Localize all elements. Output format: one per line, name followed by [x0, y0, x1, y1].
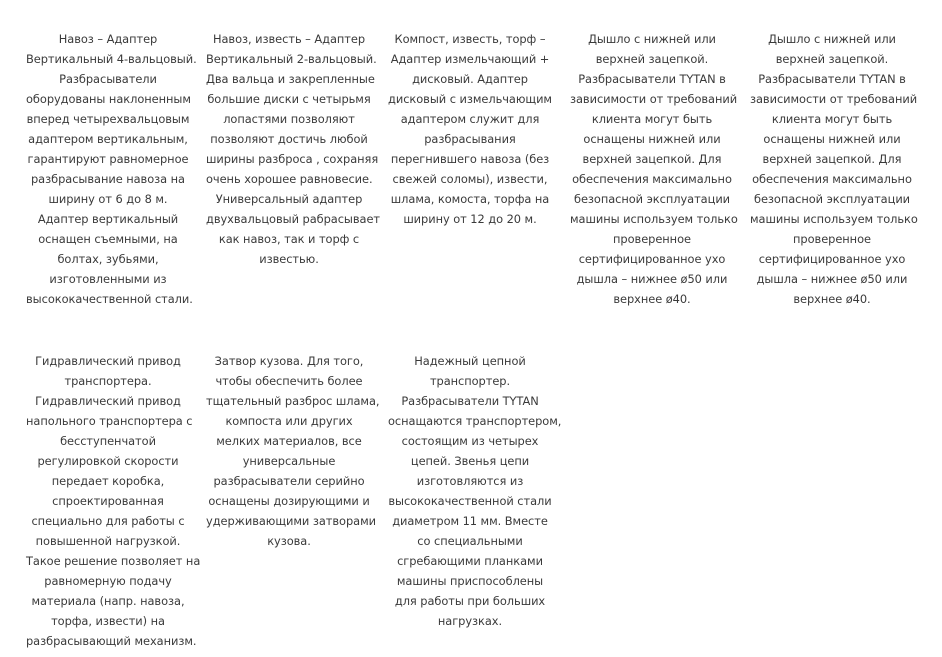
card-text-line: машины приспособлены [396, 574, 544, 588]
card-text-line: Вертикальный 2-вальцовый. [206, 52, 377, 66]
card-text-line: Адаптер измельчающий + [390, 52, 550, 66]
card-text-line: Адаптер вертикальный [37, 212, 179, 226]
card-text-line: обеспечения максимально [752, 172, 912, 186]
card-text-line: изготовляются из [416, 474, 524, 488]
card-text-line: универсальные [242, 454, 336, 468]
card-text-line: напольного транспортера с [26, 414, 193, 428]
card-text-line: спроектированная [52, 494, 164, 508]
card-text-line: специально для работы с [31, 514, 185, 528]
card-text-line: диаметром 11 мм. Вместе [392, 514, 548, 528]
card-text-line: верхней зацепкой. [595, 52, 709, 66]
card-text-line: оборудованы наклоненным [26, 92, 191, 106]
card-text-line: компоста или других [225, 414, 353, 428]
card-text-line: изготовленными из [49, 272, 167, 286]
card-text-line: гарантируют равномерное [27, 152, 189, 166]
card-text-line: двухвальцовый рабрасывает [206, 212, 380, 226]
card-text-line: Навоз – Адаптер [58, 32, 158, 46]
card-text-line: материала (напр. навоза, [31, 594, 185, 608]
card-text-line: разбрасывания [424, 132, 516, 146]
card-text-line: Навоз, известь – Адаптер [212, 32, 366, 46]
card-text-line: верхней зацепкой. [775, 52, 889, 66]
card-text-line: высококачественной стали. [26, 292, 193, 306]
card-text-line: Разбрасыватели TYTAN в [758, 72, 906, 86]
card-text-line: Вертикальный 4-вальцовый. [26, 52, 197, 66]
card-text-line: дышла – нижнее ø50 или [576, 272, 728, 286]
card-text-line: клиента могут быть [591, 112, 713, 126]
card-text-line: разбрасывающий механизм. [26, 634, 197, 648]
card-text-line: повышенной нагрузкой. [35, 534, 181, 548]
card-text-line: ширину от 12 до 20 м. [403, 212, 537, 226]
card-text-line: Компост, известь, торф – [394, 32, 546, 46]
card-text-line: разбрасыватели серийно [213, 474, 365, 488]
card-text-line: верхнее ø40. [793, 292, 871, 306]
card-text-line: позволяют достичь любой [210, 132, 368, 146]
card-text-line: Дышло с нижней или [588, 32, 716, 46]
card-text-line: клиента могут быть [771, 112, 893, 126]
card-text-line: транспортер. [429, 374, 511, 388]
card-text-line: машины используем только [750, 212, 918, 226]
card-text-line: шлама, комоста, торфа на [390, 192, 550, 206]
feature-card-compost-shredding-disc-adapter [388, 29, 552, 229]
card-text-line: адаптером служит для [400, 112, 540, 126]
card-text-line: Гидравлический привод [35, 354, 181, 368]
card-text-line: дисковый с измельчающим [388, 92, 552, 106]
card-text-line: Универсальный адаптер [215, 192, 363, 206]
card-text-line: цепей. Звенья цепи [410, 454, 530, 468]
card-text-line: Такое решение позволяет на [26, 554, 201, 568]
card-text-line: дисковый. Адаптер [412, 72, 528, 86]
card-text-line: сгребающими планками [397, 554, 543, 568]
feature-card-manure-4-roller-adapter [26, 29, 197, 309]
card-text-line: зависимости от требований [750, 92, 918, 106]
card-text-line: регулировкой скорости [37, 454, 179, 468]
card-text-line: кузова. [267, 534, 311, 548]
card-text-line: проверенное [613, 232, 691, 246]
card-text-line: разбрасывание навоза на [31, 172, 185, 186]
card-text-line: перегнившего навоза (без [390, 152, 550, 166]
card-text-line: Разбрасыватели [59, 72, 157, 86]
card-text-line: для работы при больших [394, 594, 546, 608]
card-text-line: торфа, извести) на [51, 614, 165, 628]
card-text-line: оснащен съемными, на [38, 232, 178, 246]
card-text-line: болтах, зубьями, [57, 252, 159, 266]
card-text-line: передает коробка, [51, 474, 165, 488]
feature-card-chain-conveyor [388, 351, 562, 631]
card-text-line: нагрузках. [437, 614, 503, 628]
card-text-line: бесступенчатой [60, 434, 156, 448]
card-text-line: со специальными [417, 534, 523, 548]
card-text-line: Надежный цепной [414, 354, 526, 368]
feature-card-drawbar-hitch-duplicate [750, 29, 918, 309]
card-text-line: как навоз, так и торф с [218, 232, 360, 246]
card-text-line: Затвор кузова. Для того, [214, 354, 364, 368]
card-text-line: вперед четырехвальцовым [26, 112, 190, 126]
card-text-line: транспортера. [64, 374, 152, 388]
card-text-line: ширину от 6 до 8 м. [48, 192, 168, 206]
card-text-line: состоящим из четырех [401, 434, 539, 448]
card-text-line: лопастями позволяют [223, 112, 355, 126]
card-text-line: обеспечения максимально [572, 172, 732, 186]
card-text-line: оснащены дозирующими и [208, 494, 370, 508]
card-text-line: Гидравлический привод [35, 394, 181, 408]
card-text-line: свежей соломы), извести, [392, 172, 548, 186]
card-text-line: оснащены нижней или [763, 132, 901, 146]
card-text-line: Два вальца и закрепленные [206, 72, 375, 86]
feature-card-body-gate [206, 351, 380, 551]
card-text-line: очень хорошее равновесие. [206, 172, 373, 186]
card-text-line: сертифицированное ухо [578, 252, 726, 266]
card-text-line: чтобы обеспечить более [215, 374, 363, 388]
card-text-line: ширины разброса , сохраняя [206, 152, 379, 166]
card-text-line: равномерную подачу [44, 574, 172, 588]
card-text-line: Дышло с нижней или [768, 32, 896, 46]
card-text-line: оснащены нижней или [583, 132, 721, 146]
card-text-line: верхней зацепкой. Для [762, 152, 902, 166]
card-text-line: Разбрасыватели TYTAN в [578, 72, 726, 86]
card-text-line: тщательный разброс шлама, [206, 394, 380, 408]
card-text-line: машины используем только [570, 212, 738, 226]
card-text-line: оснащаются транспортером, [388, 414, 562, 428]
card-text-line: верхней зацепкой. Для [582, 152, 722, 166]
feature-card-drawbar-hitch [570, 29, 738, 309]
card-text-line: сертифицированное ухо [758, 252, 906, 266]
card-text-line: безопасной эксплуатации [753, 192, 911, 206]
card-text-line: адаптером вертикальным, [28, 132, 188, 146]
card-text-line: верхнее ø40. [613, 292, 691, 306]
card-text-line: известью. [259, 252, 319, 266]
feature-card-hydraulic-conveyor-drive [26, 351, 201, 651]
card-text-line: высококачественной стали [388, 494, 552, 508]
card-text-line: большие диски с четырьмя [207, 92, 371, 106]
card-text-line: удерживающими затворами [206, 514, 376, 528]
card-text-line: безопасной эксплуатации [573, 192, 731, 206]
card-text-line: проверенное [793, 232, 871, 246]
card-text-line: мелких материалов, все [216, 434, 362, 448]
card-text-line: зависимости от требований [570, 92, 738, 106]
card-text-line: Разбрасыватели TYTAN [401, 394, 539, 408]
feature-card-manure-lime-2-roller-adapter [206, 29, 380, 269]
card-text-line: дышла – нижнее ø50 или [756, 272, 908, 286]
